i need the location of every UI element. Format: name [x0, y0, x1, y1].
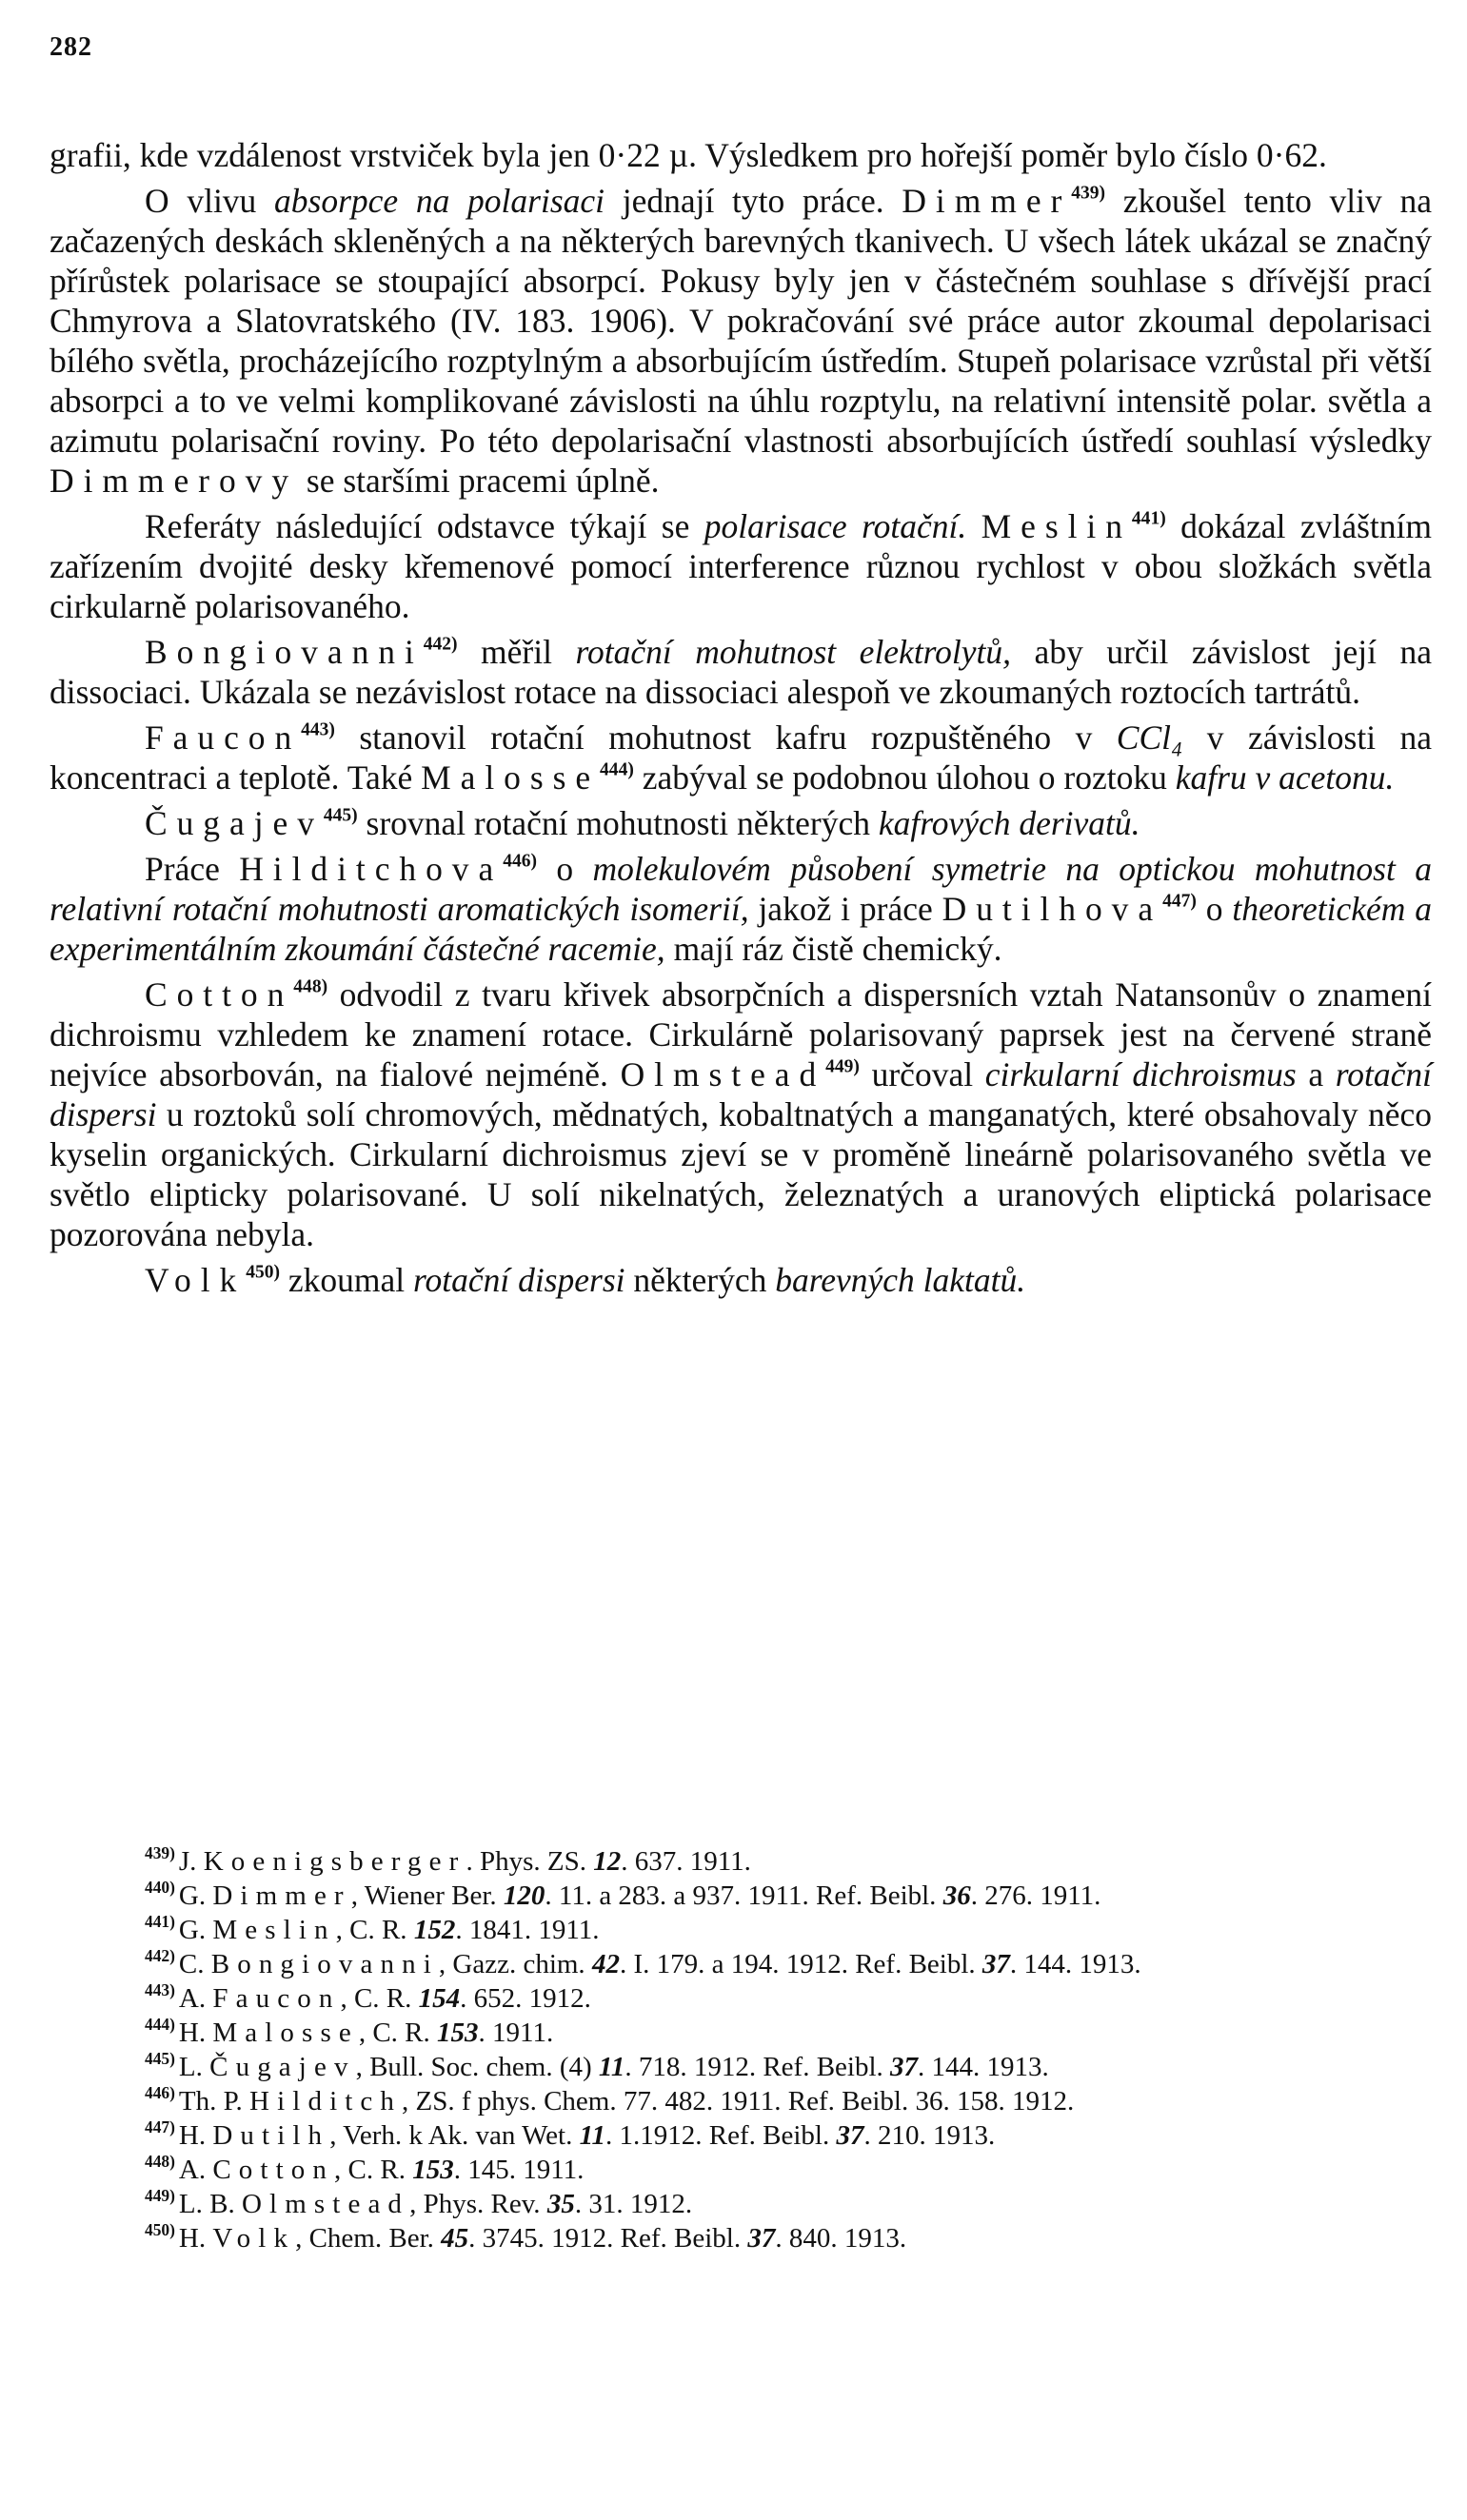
- volume-number: 152: [413, 1915, 456, 1945]
- text-run: stanovil rotační mohutnost kafru rozpuštěného v: [334, 719, 1117, 757]
- text-run: O vlivu: [145, 182, 274, 220]
- footnote-number: 447): [145, 2116, 175, 2136]
- text-run: některých: [624, 1261, 776, 1299]
- volume-number: 42: [591, 1949, 620, 1979]
- text-run: . 276. 1911.: [970, 1880, 1101, 1911]
- author-name: Čugajev: [209, 2052, 356, 2082]
- footnote-reference: 445): [323, 805, 358, 826]
- text-run: , C. R.: [340, 1983, 419, 2014]
- author-name: Olmstead: [241, 2189, 410, 2219]
- footnote-number: 445): [145, 2048, 175, 2068]
- text-run: určoval: [859, 1055, 985, 1093]
- text-run: . 1911.: [478, 2018, 554, 2048]
- text-run: L.: [178, 2052, 210, 2082]
- author-name: Hilditchova: [239, 850, 504, 888]
- author-name: Dimmerovy: [50, 462, 299, 500]
- footnote-number: 441): [145, 1911, 175, 1931]
- text-run: , Chem. Ber.: [295, 2223, 442, 2254]
- footnote: [50, 1947, 1432, 1981]
- text-run: odvodil z tvaru křivek absorpčních a dispersních vztah Natansonův o znamení dichroismu vzhledem ke znamení rotace. Cirkulárně polarisovaný paprsek jest na červené straně nejvíce absorbován, na fialové nejméně.: [50, 975, 1432, 1093]
- italic-term: theoretickém a experimentálním zkoumání částečné racemie,: [50, 890, 1432, 968]
- text-run: H.: [178, 2223, 213, 2254]
- text-run: C.: [178, 1949, 211, 1979]
- footnote-number: 442): [145, 1945, 175, 1965]
- text-run: , C. R.: [358, 2018, 438, 2048]
- footnote-number: 448): [145, 2151, 175, 2171]
- author-name: Dimmer: [212, 1880, 351, 1911]
- text-run: , Wiener Ber.: [350, 1880, 504, 1911]
- italic-term: kafrových derivatů.: [878, 804, 1140, 842]
- italic-term: absorpce na polarisaci: [274, 182, 605, 220]
- author-name: Faucon: [145, 719, 302, 757]
- text-run: . 210. 1913.: [863, 2120, 996, 2151]
- footnote: [50, 2221, 1432, 2255]
- text-run: J.: [178, 1846, 204, 1877]
- volume-number: 120: [503, 1880, 545, 1911]
- text-run: L. B.: [178, 2189, 242, 2219]
- author-name: Faucon: [212, 1983, 341, 2014]
- italic-term: barevných laktatů.: [775, 1261, 1026, 1299]
- text-run: . Phys. ZS.: [466, 1846, 594, 1877]
- author-name: Volk: [212, 2223, 296, 2254]
- footnote: [50, 1981, 1432, 2016]
- author-name: Bongiovanni: [145, 633, 424, 671]
- author-name: Malosse: [421, 758, 601, 797]
- text-run: . 652. 1912.: [460, 1983, 591, 2014]
- volume-number: 153: [412, 2155, 454, 2185]
- paragraph: [50, 135, 1432, 175]
- text-run: . 11. a 283. a 937. 1911. Ref. Beibl.: [545, 1880, 943, 1911]
- text-run: se staršími pracemi úplně.: [298, 462, 660, 500]
- author-name: Olmstead: [620, 1055, 826, 1093]
- paragraph: [50, 718, 1432, 797]
- text-run: . 145. 1911.: [453, 2155, 585, 2185]
- text-run: jakož i práce: [748, 890, 942, 928]
- footnote-number: 440): [145, 1877, 175, 1897]
- author-name: Dutilhova: [942, 890, 1163, 928]
- paragraph: [50, 632, 1432, 712]
- footnote: [50, 1913, 1432, 1947]
- text-run: H.: [178, 2018, 213, 2048]
- footnote-reference: 449): [825, 1056, 860, 1077]
- volume-number: 37: [981, 1949, 1010, 1979]
- author-name: Koenigsberger: [203, 1846, 466, 1877]
- italic-term: kafru v acetonu.: [1175, 758, 1395, 797]
- italic-term: CCl₄: [1116, 719, 1183, 757]
- italic-term: polarisace rotační.: [704, 507, 967, 545]
- text-run: A.: [178, 1983, 213, 2014]
- footnote: [50, 2050, 1432, 2084]
- text-run: [966, 507, 981, 545]
- text-run: grafii, kde vzdálenost vrstviček byla jen 0·22 µ. Výsledkem pro hořejší poměr bylo číslo 0·62.: [50, 136, 1327, 174]
- volume-number: 35: [546, 2189, 575, 2219]
- text-run: H.: [178, 2120, 213, 2151]
- text-run: Th. P.: [178, 2086, 250, 2116]
- italic-term: rotační mohutnost elektrolytů,: [575, 633, 1012, 671]
- volume-number: 153: [437, 2018, 479, 2048]
- text-run: . 31. 1912.: [574, 2189, 693, 2219]
- italic-term: molekulovém působení symetrie na optickou mohutnost a relativní rotační mohutnosti aromatických isomerií,: [50, 850, 1432, 928]
- footnote-reference: 446): [503, 851, 537, 872]
- text-run: zkoušel tento vliv na začazených deskách skleněných a na některých barevných tkanivech. U všech látek ukázal se značný přírůstek polarisace se stoupající absorpcí. Pokusy byly jen v částečném souhlase s dřívější prací Chmyrova a Slatovratského (IV. 183. 1906). V pokračování své práce autor zkoumal depolarisaci bílého světla, procházejícího rozptylným a absorbujícím ústředím. Stupeň polarisace vzrůstal při větší absorpci a to ve velmi komplikované závislosti na úhlu rozptylu, na relativní intensitě polar. světla a azimutu polarisační roviny. Po této depolarisační vlastnosti absorbujících ústředí souhlasí výsledky: [50, 182, 1432, 460]
- footnotes: [50, 1844, 1432, 2255]
- text-run: a: [1296, 1055, 1336, 1093]
- paragraph: [50, 181, 1432, 501]
- page-number: 282: [50, 32, 92, 62]
- text-run: . 144. 1913.: [1009, 1949, 1141, 1979]
- text-run: . 718. 1912. Ref. Beibl.: [624, 2052, 891, 2082]
- text-run: srovnal rotační mohutnosti některých: [357, 804, 879, 842]
- text-run: , Phys. Rev.: [409, 2189, 547, 2219]
- author-name: Hilditch: [249, 2086, 403, 2116]
- volume-number: 37: [890, 2052, 919, 2082]
- text-run: mají ráz čistě chemický.: [664, 930, 1002, 968]
- footnote-reference: 439): [1071, 183, 1106, 204]
- footnote-reference: 448): [293, 976, 328, 997]
- footnote: [50, 2187, 1432, 2221]
- volume-number: 37: [747, 2223, 776, 2254]
- footnote: [50, 2016, 1432, 2050]
- footnote-reference: 441): [1131, 508, 1166, 529]
- text-run: G.: [178, 1915, 213, 1945]
- paragraph: [50, 803, 1432, 843]
- paragraph: [50, 1260, 1432, 1300]
- footnote-reference: 443): [301, 719, 335, 740]
- footnote: [50, 2153, 1432, 2187]
- text-run: , Verh. k Ak. van Wet.: [329, 2120, 580, 2151]
- body-text: [50, 135, 1432, 1300]
- italic-term: rotační dispersi: [412, 1261, 625, 1299]
- footnote-reference: 442): [423, 634, 458, 655]
- footnote: [50, 2084, 1432, 2118]
- text-run: . 1.1912. Ref. Beibl.: [605, 2120, 837, 2151]
- author-name: Dimmer: [902, 182, 1072, 220]
- text-run: . 637. 1911.: [621, 1846, 751, 1877]
- text-run: . 3745. 1912. Ref. Beibl.: [468, 2223, 748, 2254]
- footnote-number: 444): [145, 2014, 175, 2034]
- text-run: A.: [178, 2155, 213, 2185]
- footnote-number: 449): [145, 2185, 175, 2205]
- text-run: , Gazz. chim.: [438, 1949, 592, 1979]
- text-run: o: [536, 850, 593, 888]
- author-name: Dutilh: [212, 2120, 330, 2151]
- paragraph: [50, 975, 1432, 1254]
- author-name: Malosse: [212, 2018, 359, 2048]
- volume-number: 11: [579, 2120, 605, 2151]
- author-name: Cotton: [212, 2155, 335, 2185]
- author-name: Bongiovanni: [210, 1949, 439, 1979]
- text-run: . 144. 1913.: [918, 2052, 1049, 2082]
- footnote-number: 446): [145, 2082, 175, 2102]
- volume-number: 37: [836, 2120, 864, 2151]
- text-run: zkoumal: [279, 1261, 413, 1299]
- author-name: Volk: [145, 1261, 247, 1299]
- footnote: [50, 1879, 1432, 1913]
- text-run: aby určil závislost její na dissociaci. Ukázala se nezávislost rotace na dissociaci alespoň ve zkoumaných roztocích tartrátů.: [50, 633, 1433, 711]
- author-name: Cotton: [145, 975, 294, 1014]
- volume-number: 45: [441, 2223, 469, 2254]
- volume-number: 36: [942, 1880, 971, 1911]
- text-run: , C. R.: [335, 1915, 414, 1945]
- text-run: zabýval se podobnou úlohou o roztoku: [633, 758, 1176, 797]
- italic-term: cirkularní dichroismus: [984, 1055, 1297, 1093]
- text-run: měřil: [457, 633, 576, 671]
- volume-number: 12: [593, 1846, 622, 1877]
- footnote-reference: 447): [1162, 891, 1197, 912]
- footnote: [50, 1844, 1432, 1879]
- footnote-number: 443): [145, 1979, 175, 1999]
- text-run: Práce: [145, 850, 240, 888]
- footnote-reference: 444): [600, 759, 634, 780]
- footnote-number: 450): [145, 2219, 175, 2239]
- paragraph: [50, 506, 1432, 626]
- text-run: dokázal zvláštním zařízením dvojité desky křemenové pomocí interference různou rychlost v obou složkách světla cirkularně polarisovaného.: [50, 507, 1432, 625]
- text-run: . 1841. 1911.: [455, 1915, 600, 1945]
- text-run: , ZS. f phys. Chem. 77. 482. 1911. Ref. Beibl. 36. 158. 1912.: [402, 2086, 1075, 2116]
- text-run: . 840. 1913.: [775, 2223, 907, 2254]
- text-run: u roztoků solí chromových, mědnatých, kobaltnatých a manganatých, které obsahovaly něco kyselin organických. Cirkularní dichroismus zjeví se v proměně lineárně polarisovaného světla ve světlo elipticky polarisované. U solí nikelnatých, železnatých a uranových eliptická polarisace pozorována nebyla.: [50, 1095, 1432, 1253]
- text-run: . I. 179. a 194. 1912. Ref. Beibl.: [619, 1949, 982, 1979]
- text-run: jednají tyto práce.: [605, 182, 902, 220]
- text-run: Referáty následující odstavce týkají se: [145, 507, 704, 545]
- footnote: [50, 2118, 1432, 2153]
- author-name: Meslin: [212, 1915, 336, 1945]
- volume-number: 154: [418, 1983, 461, 2014]
- author-name: Meslin: [981, 507, 1132, 545]
- text-run: , C. R.: [334, 2155, 413, 2185]
- paragraph: [50, 849, 1432, 969]
- text-run: v závislosti na koncentraci a teplotě. Také: [50, 719, 1432, 797]
- footnote-reference: 450): [246, 1262, 280, 1283]
- footnote-number: 439): [145, 1842, 175, 1862]
- text-run: , Bull. Soc. chem. (4): [355, 2052, 599, 2082]
- volume-number: 11: [598, 2052, 625, 2082]
- text-run: G.: [178, 1880, 213, 1911]
- author-name: Čugajev: [145, 804, 324, 842]
- text-run: o: [1196, 890, 1233, 928]
- italic-term: rotační dispersi: [50, 1055, 1432, 1133]
